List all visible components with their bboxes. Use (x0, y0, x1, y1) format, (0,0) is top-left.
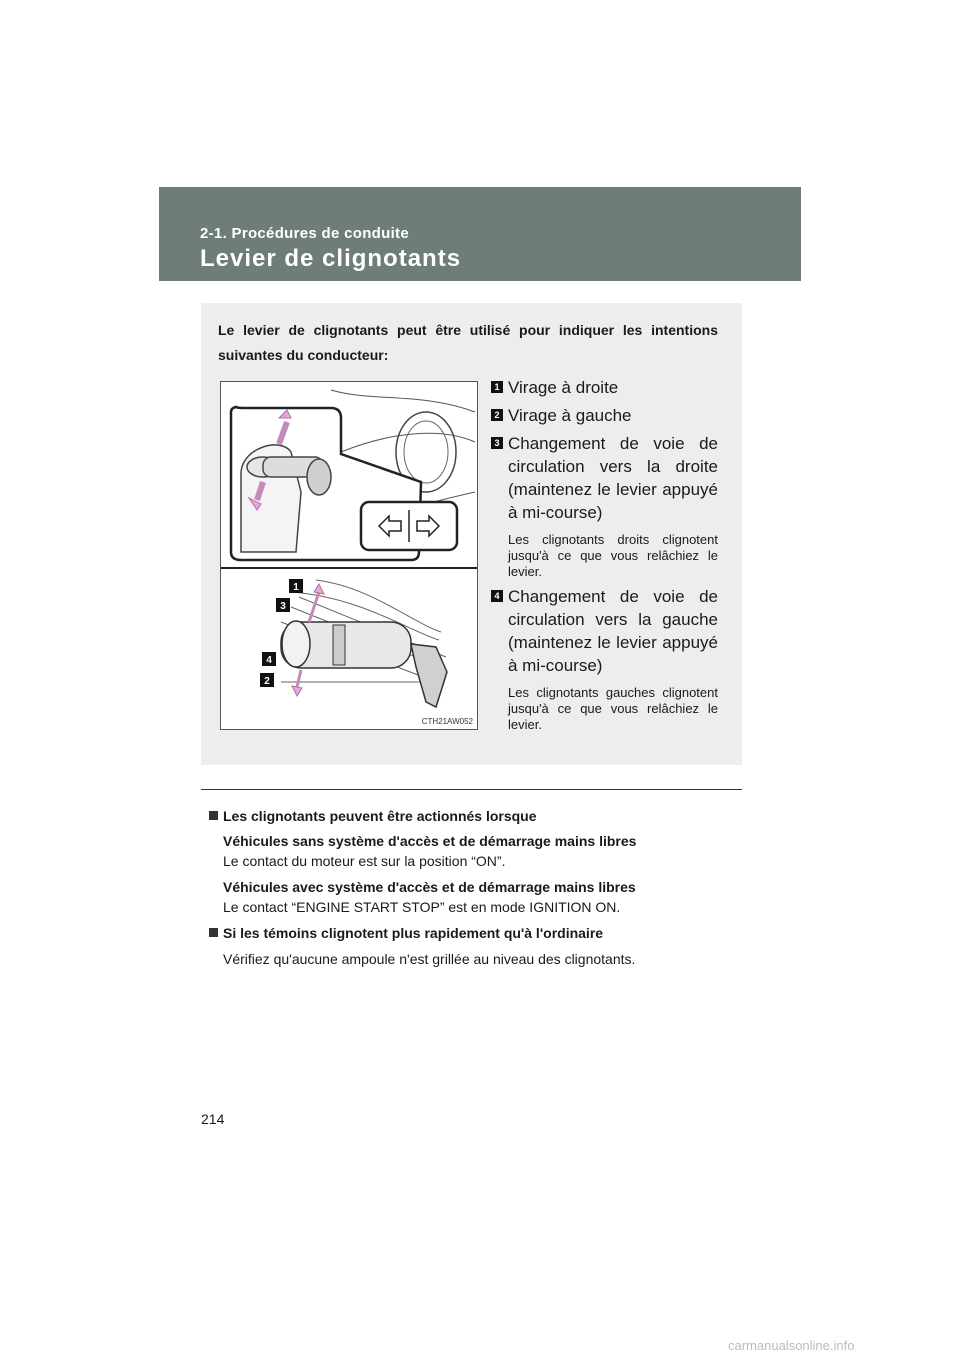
section-label: 2-1. Procédures de conduite (200, 225, 409, 242)
turn-signal-figure (220, 381, 478, 730)
step-4 (491, 585, 718, 733)
subsection-text: Le contact du moteur est sur la position “ON”. (223, 853, 506, 869)
step-list (491, 376, 718, 738)
subsection-title: Véhicules sans système d'accès et de démarrage mains libres (223, 833, 637, 849)
step-number: 3 (491, 437, 503, 449)
step-note: Les clignotants droits clignotent jusqu'à ce que vous relâchiez le levier. (508, 532, 718, 579)
callout-2: 2 (264, 676, 270, 687)
divider (201, 789, 742, 790)
figure-code: CTH21AW052 (421, 717, 473, 726)
section-header (159, 187, 801, 281)
callout-4: 4 (266, 655, 272, 666)
lever-illustration (221, 382, 477, 729)
step-note: Les clignotants gauches clignotent jusqu'à ce que vous relâchiez le levier. (508, 685, 718, 732)
note-title-text: Si les témoins clignotent plus rapidement qu'à l'ordinaire (223, 925, 604, 941)
step-number: 1 (491, 381, 503, 393)
step-text: Changement de voie de circulation vers la droite (maintenez le levier appuyé à mi-course) (508, 434, 718, 522)
info-panel (201, 303, 742, 765)
notes-section (209, 806, 741, 969)
square-bullet-icon (209, 928, 218, 937)
step-number: 4 (491, 590, 503, 602)
step-text: Virage à gauche (508, 406, 632, 425)
page-title: Levier de clignotants (200, 245, 462, 272)
step-2 (491, 404, 718, 427)
note-title-operation (209, 806, 741, 826)
step-1 (491, 376, 718, 399)
callout-1: 1 (293, 582, 299, 593)
step-3 (491, 432, 718, 580)
step-text: Changement de voie de circulation vers la gauche (maintenez le levier appuyé à mi-course) (508, 587, 718, 675)
intro-text: Le levier de clignotants peut être utilisé pour indiquer les intentions suivantes du conducteur: (218, 322, 718, 363)
step-number: 2 (491, 409, 503, 421)
page-number: 214 (201, 1111, 225, 1127)
subsection-text: Le contact “ENGINE START STOP” est en mode IGNITION ON. (223, 899, 621, 915)
note-title-fast-blink (209, 923, 741, 943)
note-text: Vérifiez qu'aucune ampoule n'est grillée au niveau des clignotants. (223, 951, 636, 967)
step-text: Virage à droite (508, 378, 619, 397)
callout-3: 3 (280, 601, 286, 612)
watermark: carmanualsonline.info (728, 1338, 855, 1353)
subsection-title: Véhicules avec système d'accès et de démarrage mains libres (223, 879, 636, 895)
square-bullet-icon (209, 811, 218, 820)
note-title-text: Les clignotants peuvent être actionnés lorsque (223, 808, 537, 824)
